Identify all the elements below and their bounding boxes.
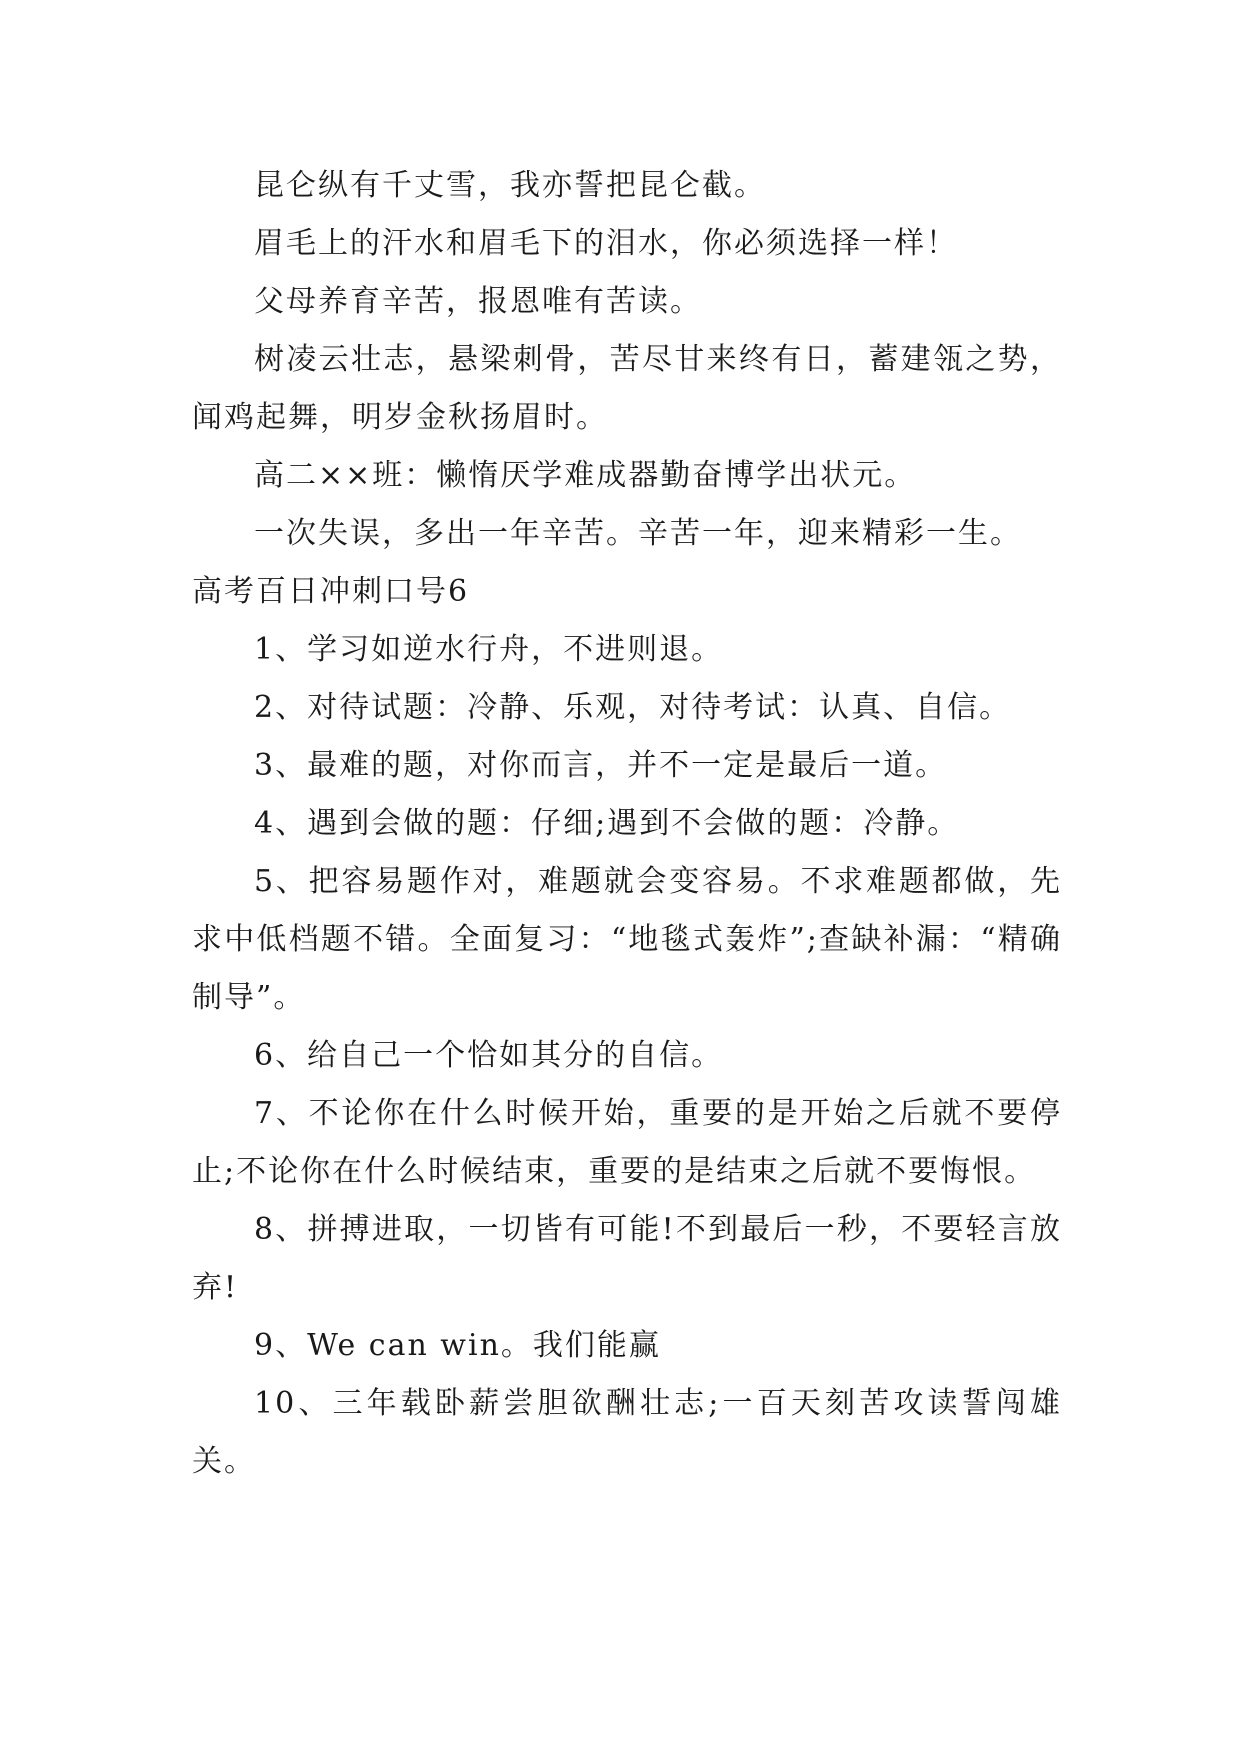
list-item: 4、遇到会做的题：仔细;遇到不会做的题：冷静。 bbox=[254, 806, 960, 841]
paragraph: 眉毛上的汗水和眉毛下的泪水，你必须选择一样！ bbox=[254, 226, 958, 261]
list-item: 6、给自己一个恰如其分的自信。 bbox=[254, 1038, 724, 1073]
list-item: 10、三年载卧薪尝胆欲酬壮志;一百天刻苦攻读誓闯雄关。 bbox=[192, 1386, 1062, 1479]
paragraph: 父母养育辛苦，报恩唯有苦读。 bbox=[254, 284, 702, 319]
paragraph: 一次失误，多出一年辛苦。辛苦一年，迎来精彩一生。 bbox=[254, 516, 1022, 551]
list-item: 3、最难的题，对你而言，并不一定是最后一道。 bbox=[254, 748, 948, 783]
document-body bbox=[192, 157, 1062, 1491]
section-heading: 高考百日冲刺口号6 bbox=[192, 574, 470, 609]
list-item: 2、对待试题：冷静、乐观，对待考试：认真、自信。 bbox=[254, 690, 1012, 725]
list-item: 1、学习如逆水行舟，不进则退。 bbox=[254, 632, 724, 667]
paragraph: 树凌云壮志，悬梁刺骨，苦尽甘来终有日，蓄建瓴之势，闻鸡起舞，明岁金秋扬眉时。 bbox=[192, 342, 1062, 435]
list-item: 9、We can win。我们能赢 bbox=[254, 1328, 661, 1363]
paragraph: 昆仑纵有千丈雪，我亦誓把昆仑截。 bbox=[254, 168, 766, 203]
list-item: 8、拼搏进取，一切皆有可能!不到最后一秒，不要轻言放弃! bbox=[192, 1212, 1062, 1305]
paragraph: 高二××班：懒惰厌学难成器勤奋博学出状元。 bbox=[254, 458, 917, 493]
list-item: 7、不论你在什么时候开始，重要的是开始之后就不要停止;不论你在什么时候结束，重要的是结束之后就不要悔恨。 bbox=[192, 1096, 1062, 1189]
list-item: 5、把容易题作对，难题就会变容易。不求难题都做，先求中低档题不错。全面复习：“地毯式轰炸”;查缺补漏：“精确制导”。 bbox=[192, 864, 1062, 1015]
